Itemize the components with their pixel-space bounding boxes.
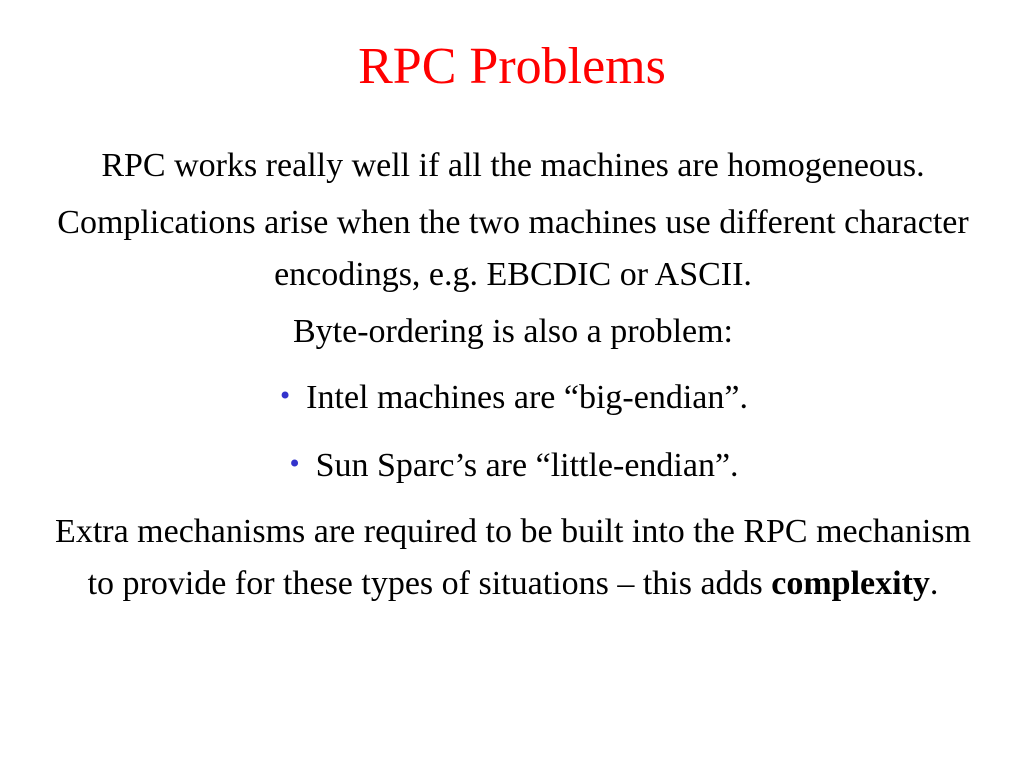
emphasis-complexity: complexity — [771, 565, 930, 602]
bullet-icon: • — [287, 450, 302, 478]
bullet-item-sparc — [48, 438, 978, 492]
bullet-text: Intel machines are “big-endian”. — [306, 379, 748, 416]
paragraph-complexity-prefix: Extra mechanisms are required to be built into the RPC mechanism to provide for these types of situations – this adds — [55, 513, 971, 602]
paragraph-complexity — [48, 506, 978, 610]
slide-title: RPC Problems — [358, 38, 666, 95]
paragraph-byte-ordering: Byte-ordering is also a problem: — [292, 313, 733, 350]
bullet-text: Sun Sparc’s are “little-endian”. — [315, 447, 739, 484]
paragraph-encodings: Complications arise when the two machines use different character encodings, e.g. EBCDIC or ASCII. — [57, 204, 969, 293]
bullet-icon: • — [278, 382, 293, 410]
bullet-item-intel — [48, 370, 978, 424]
paragraph-complexity-suffix: . — [929, 565, 939, 602]
paragraph-homogeneous: RPC works really well if all the machines are homogeneous. — [101, 147, 925, 184]
slide-body — [48, 140, 978, 615]
